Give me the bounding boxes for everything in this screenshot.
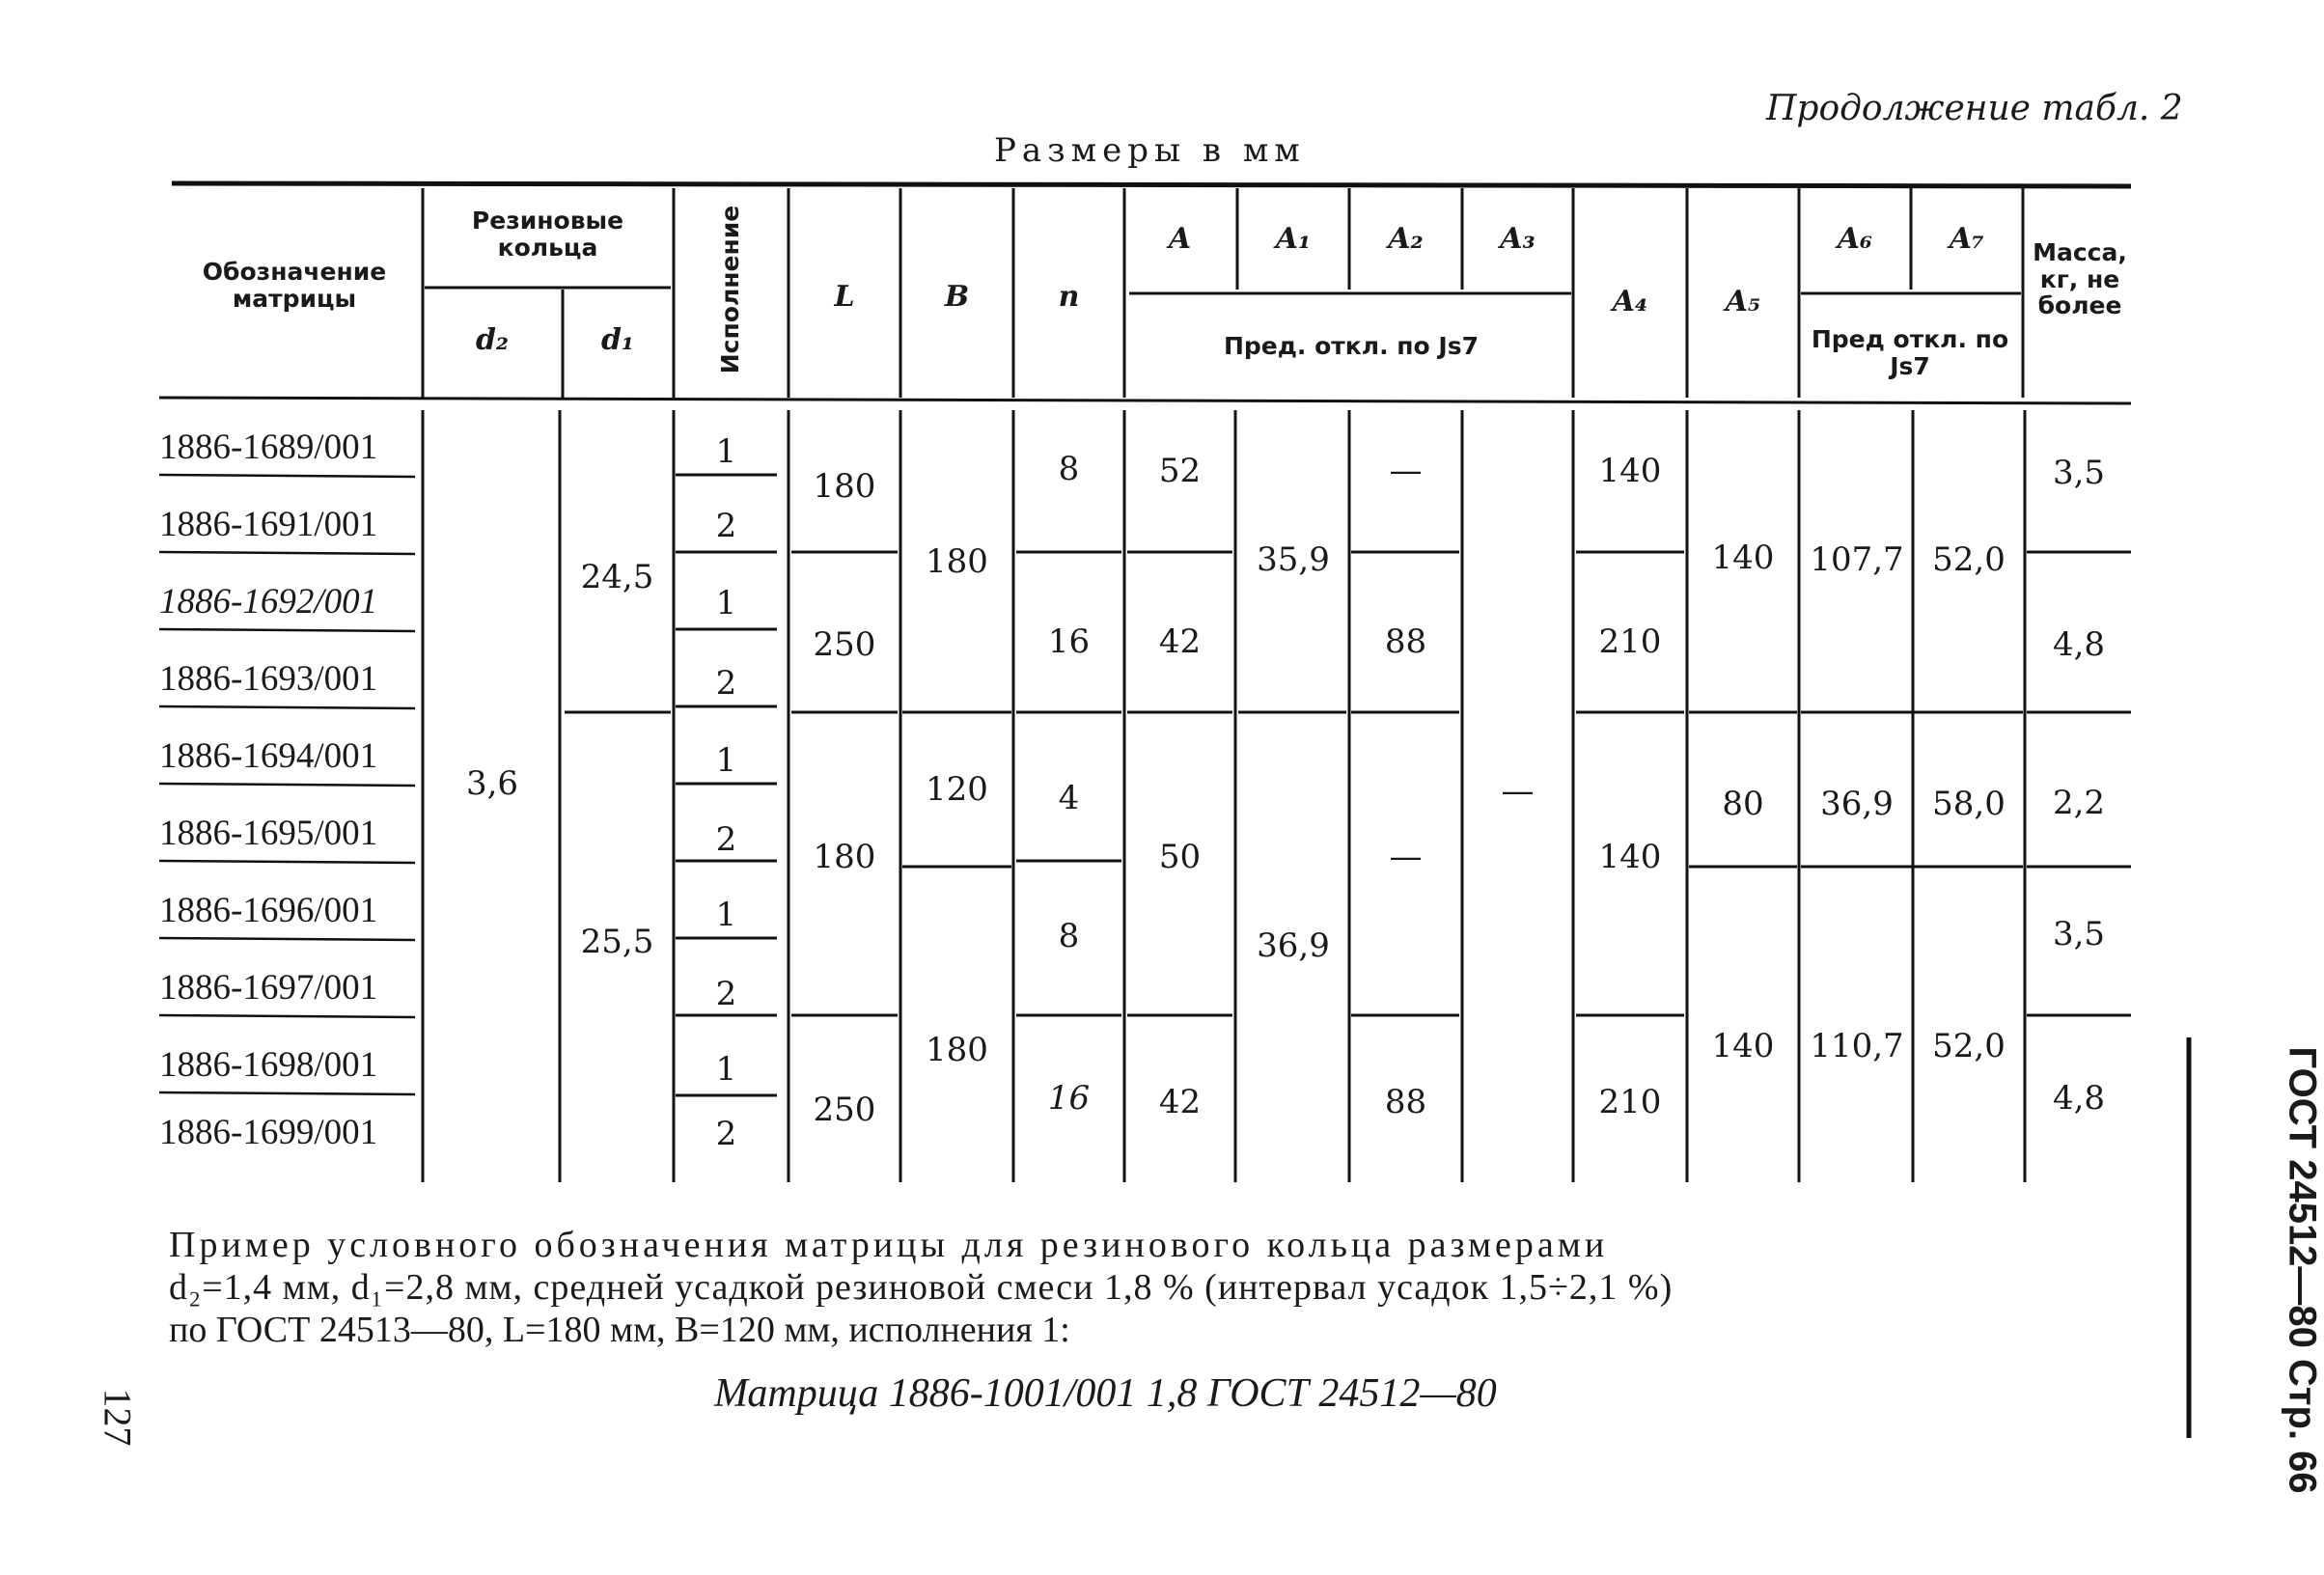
L-value: 250 bbox=[813, 625, 876, 664]
A5-value: 140 bbox=[1711, 539, 1775, 577]
table-row: 1886-1698/001 bbox=[159, 1045, 378, 1085]
units-label: Размеры в мм bbox=[994, 131, 1306, 170]
execution-cell: 2 bbox=[715, 664, 737, 703]
L-value: 250 bbox=[813, 1091, 876, 1129]
col-A2: A₂ bbox=[1388, 222, 1424, 256]
col-A4: A₄ bbox=[1612, 285, 1648, 318]
n-value: 16 bbox=[1047, 622, 1091, 661]
col-rubber-rings: Резиновые кольца bbox=[471, 207, 624, 262]
execution-cell: 2 bbox=[715, 975, 737, 1013]
col-L: L bbox=[834, 280, 855, 314]
L-value: 180 bbox=[813, 838, 876, 876]
A4-value: 140 bbox=[1598, 838, 1662, 876]
table-row: 1886-1693/001 bbox=[159, 659, 378, 699]
A2-value: — bbox=[1389, 452, 1423, 490]
A1-value: 35,9 bbox=[1257, 540, 1330, 579]
col-A7: A₇ bbox=[1949, 222, 1985, 256]
n-value: 8 bbox=[1058, 450, 1080, 488]
mass-value: 3,5 bbox=[2052, 915, 2106, 953]
table-row: 1886-1699/001 bbox=[159, 1113, 378, 1152]
col-A3: A₃ bbox=[1500, 222, 1536, 256]
execution-cell: 2 bbox=[715, 1115, 737, 1153]
col-d2: d₂ bbox=[475, 323, 510, 357]
B-value: 180 bbox=[926, 1031, 988, 1069]
execution-cell: 1 bbox=[715, 1050, 737, 1089]
A-value: 50 bbox=[1158, 838, 1202, 876]
page-number: 127 bbox=[96, 1388, 140, 1447]
A7-value: 58,0 bbox=[1932, 785, 2006, 823]
continuation-label: Продолжение табл. 2 bbox=[1766, 89, 2183, 128]
mass-value: 4,8 bbox=[2052, 1079, 2106, 1118]
execution-cell: 1 bbox=[715, 896, 737, 934]
A4-value: 140 bbox=[1598, 452, 1662, 490]
col-tolerance-a: Пред. откл. по Js7 bbox=[1223, 332, 1480, 360]
A5-value: 80 bbox=[1722, 785, 1764, 823]
table-row: 1886-1689/001 bbox=[159, 428, 378, 467]
n-value: 4 bbox=[1058, 779, 1080, 817]
A7-value: 52,0 bbox=[1932, 1027, 2006, 1065]
col-designation: Обозначение матрицы bbox=[202, 258, 387, 313]
col-n: n bbox=[1058, 280, 1080, 314]
table-row: 1886-1697/001 bbox=[159, 968, 378, 1008]
paragraph-line-2: d₂=1,4 мм, d₁=2,8 мм, средней усадкой резиновой смеси 1,8 % (интервал усадок 1,5÷2,1 %) bbox=[169, 1267, 1674, 1308]
col-A: A bbox=[1168, 222, 1192, 256]
n-value: 8 bbox=[1058, 917, 1080, 955]
mass-value: 4,8 bbox=[2052, 625, 2106, 664]
L-value: 180 bbox=[813, 467, 876, 506]
A6-value: 107,7 bbox=[1810, 540, 1904, 579]
execution-cell: 2 bbox=[715, 507, 737, 545]
A2-value: — bbox=[1389, 838, 1423, 876]
paragraph-line-3: по ГОСТ 24513—80, L=180 мм, B=120 мм, исполнения 1: bbox=[169, 1310, 1070, 1350]
execution-cell: 1 bbox=[715, 432, 737, 471]
A6-value: 110,7 bbox=[1810, 1027, 1904, 1065]
execution-cell: 1 bbox=[715, 584, 737, 622]
A4-value: 210 bbox=[1598, 622, 1662, 661]
table-row: 1886-1691/001 bbox=[159, 505, 378, 544]
A2-value: 88 bbox=[1384, 1083, 1427, 1121]
execution-cell: 1 bbox=[715, 741, 737, 780]
table-row: 1886-1694/001 bbox=[159, 736, 378, 776]
A1-value: 36,9 bbox=[1257, 926, 1330, 965]
table-row: 1886-1692/001 bbox=[159, 582, 378, 622]
paragraph-line-1: Пример условного обозначения матрицы для резинового кольца размерами bbox=[169, 1225, 1609, 1265]
B-value: 180 bbox=[926, 542, 988, 581]
col-execution: Исполнение bbox=[716, 205, 744, 374]
col-tolerance-b: Пред откл. по Js7 bbox=[1811, 325, 2009, 380]
table-row: 1886-1696/001 bbox=[159, 891, 378, 930]
A3-value: — bbox=[1501, 772, 1535, 811]
A4-value: 210 bbox=[1598, 1083, 1662, 1121]
A-value: 42 bbox=[1158, 1083, 1202, 1121]
col-B: B bbox=[944, 280, 970, 314]
execution-cell: 2 bbox=[715, 820, 737, 859]
mass-value: 2,2 bbox=[2052, 784, 2106, 822]
A-value: 42 bbox=[1158, 622, 1202, 661]
example-designation: Матрица 1886-1001/001 1,8 ГОСТ 24512—80 bbox=[714, 1371, 1497, 1416]
n-value: 16 bbox=[1047, 1079, 1091, 1118]
col-mass: Масса, кг, не более bbox=[2033, 238, 2127, 319]
standard-side-label: ГОСТ 24512—80 Стр. 66 bbox=[2281, 1046, 2324, 1494]
A2-value: 88 bbox=[1384, 622, 1427, 661]
d1-value: 25,5 bbox=[580, 923, 654, 961]
col-A5: A₅ bbox=[1725, 285, 1761, 318]
table-row: 1886-1695/001 bbox=[159, 814, 378, 853]
A-value: 52 bbox=[1158, 452, 1202, 490]
B-value: 120 bbox=[926, 770, 988, 809]
A5-value: 140 bbox=[1711, 1027, 1775, 1065]
A6-value: 36,9 bbox=[1820, 785, 1894, 823]
col-A1: A₁ bbox=[1275, 222, 1312, 256]
col-d1: d₁ bbox=[600, 323, 635, 357]
col-A6: A₆ bbox=[1837, 222, 1873, 256]
d2-value: 3,6 bbox=[465, 764, 519, 803]
d1-value: 24,5 bbox=[580, 558, 654, 596]
A7-value: 52,0 bbox=[1932, 540, 2006, 579]
mass-value: 3,5 bbox=[2052, 454, 2106, 492]
